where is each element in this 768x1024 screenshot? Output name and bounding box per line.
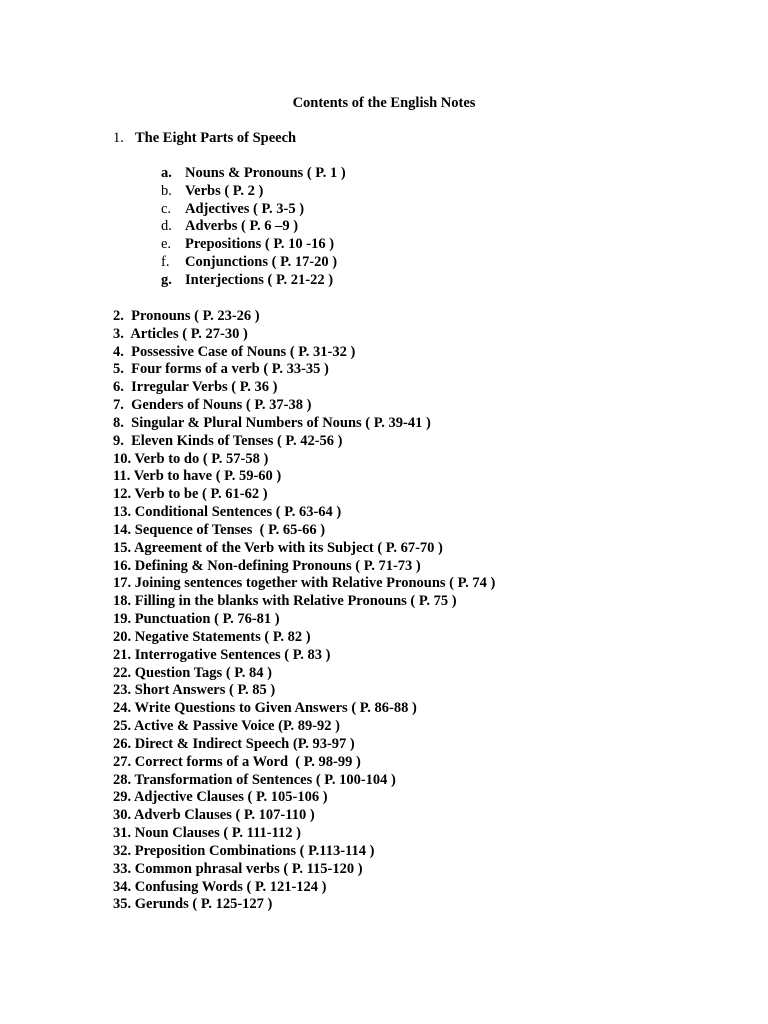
sub-list-item: [161, 201, 346, 219]
contents-entry: 15. Agreement of the Verb with its Subject ( P. 67-70 ): [113, 539, 443, 556]
sub-list-letter: f.: [161, 253, 170, 270]
sub-list-text: Conjunctions ( P. 17-20 ): [185, 253, 338, 270]
sub-list-text: Adjectives ( P. 3-5 ): [185, 200, 305, 217]
contents-entry: 22. Question Tags ( P. 84 ): [113, 664, 272, 681]
sub-list-letter: d.: [161, 218, 172, 235]
section-heading-text: The Eight Parts of Speech: [135, 130, 297, 146]
contents-entry: 9. Eleven Kinds of Tenses ( P. 42-56 ): [113, 432, 343, 449]
sub-list-text: Verbs ( P. 2 ): [185, 182, 264, 199]
contents-entry: 8. Singular & Plural Numbers of Nouns ( P. 39-41 ): [113, 414, 431, 431]
sub-list-letter: g.: [161, 271, 172, 288]
contents-entry: 20. Negative Statements ( P. 82 ): [113, 628, 311, 645]
contents-entry: 3. Articles ( P. 27-30 ): [113, 325, 248, 342]
contents-entry: 12. Verb to be ( P. 61-62 ): [113, 486, 268, 503]
contents-entry: 30. Adverb Clauses ( P. 107-110 ): [113, 807, 315, 824]
contents-list: [113, 308, 495, 914]
contents-entry: 6. Irregular Verbs ( P. 36 ): [113, 379, 278, 396]
contents-entry: 32. Preposition Combinations ( P.113-114 ): [113, 842, 375, 859]
contents-entry: 14. Sequence of Tenses ( P. 65-66 ): [113, 521, 326, 538]
sub-list-text: Nouns & Pronouns ( P. 1 ): [185, 165, 346, 181]
contents-entry: 17. Joining sentences together with Relative Pronouns ( P. 74 ): [113, 575, 496, 592]
sub-list-item: [161, 254, 346, 272]
contents-entry: 35. Gerunds ( P. 125-127 ): [113, 896, 273, 913]
contents-entry: 5. Four forms of a verb ( P. 33-35 ): [113, 361, 329, 378]
contents-entry: 13. Conditional Sentences ( P. 63-64 ): [113, 504, 342, 521]
sub-list-item: [161, 236, 346, 254]
section-number: 1.: [113, 130, 124, 146]
contents-entry: 2. Pronouns ( P. 23-26 ): [113, 308, 260, 324]
contents-entry: 21. Interrogative Sentences ( P. 83 ): [113, 646, 331, 663]
document-title: Contents of the English Notes: [292, 95, 476, 111]
sub-list-letter: a.: [161, 165, 172, 181]
contents-entry: 33. Common phrasal verbs ( P. 115-120 ): [113, 860, 363, 877]
sub-list-letter: e.: [161, 236, 172, 253]
contents-entry: 29. Adjective Clauses ( P. 105-106 ): [113, 789, 328, 806]
sub-list-text: Prepositions ( P. 10 -16 ): [185, 236, 335, 253]
sub-list-item: [161, 183, 346, 201]
section-one-heading: [113, 129, 296, 147]
sub-list-text: Interjections ( P. 21-22 ): [185, 271, 334, 288]
contents-entry: 27. Correct forms of a Word ( P. 98-99 ): [113, 753, 361, 770]
sub-list-text: Adverbs ( P. 6 –9 ): [185, 218, 299, 235]
contents-entry: 25. Active & Passive Voice (P. 89-92 ): [113, 718, 341, 735]
contents-entry: 10. Verb to do ( P. 57-58 ): [113, 450, 269, 467]
contents-entry: 18. Filling in the blanks with Relative Pronouns ( P. 75 ): [113, 593, 457, 610]
contents-entry: 16. Defining & Non-defining Pronouns ( P. 71-73 ): [113, 557, 421, 574]
contents-entry: 19. Punctuation ( P. 76-81 ): [113, 611, 280, 628]
sub-list-item: [161, 218, 346, 236]
contents-entry: 28. Transformation of Sentences ( P. 100-104 ): [113, 771, 396, 788]
sub-list-letter: b.: [161, 182, 172, 199]
contents-entry: 4. Possessive Case of Nouns ( P. 31-32 ): [113, 343, 356, 360]
contents-entry: 34. Confusing Words ( P. 121-124 ): [113, 878, 327, 895]
parts-of-speech-list: [161, 165, 346, 290]
sub-list-item: [161, 272, 346, 290]
contents-entry: 26. Direct & Indirect Speech (P. 93-97 ): [113, 735, 355, 752]
contents-entry: 7. Genders of Nouns ( P. 37-38 ): [113, 397, 312, 414]
sub-list-letter: c.: [161, 200, 172, 217]
contents-entry: 31. Noun Clauses ( P. 111-112 ): [113, 825, 301, 842]
contents-entry: 11. Verb to have ( P. 59-60 ): [113, 468, 282, 485]
contents-entry: 23. Short Answers ( P. 85 ): [113, 682, 276, 699]
contents-entry: 24. Write Questions to Given Answers ( P. 86-88 ): [113, 700, 417, 717]
sub-list-item: [161, 165, 346, 183]
